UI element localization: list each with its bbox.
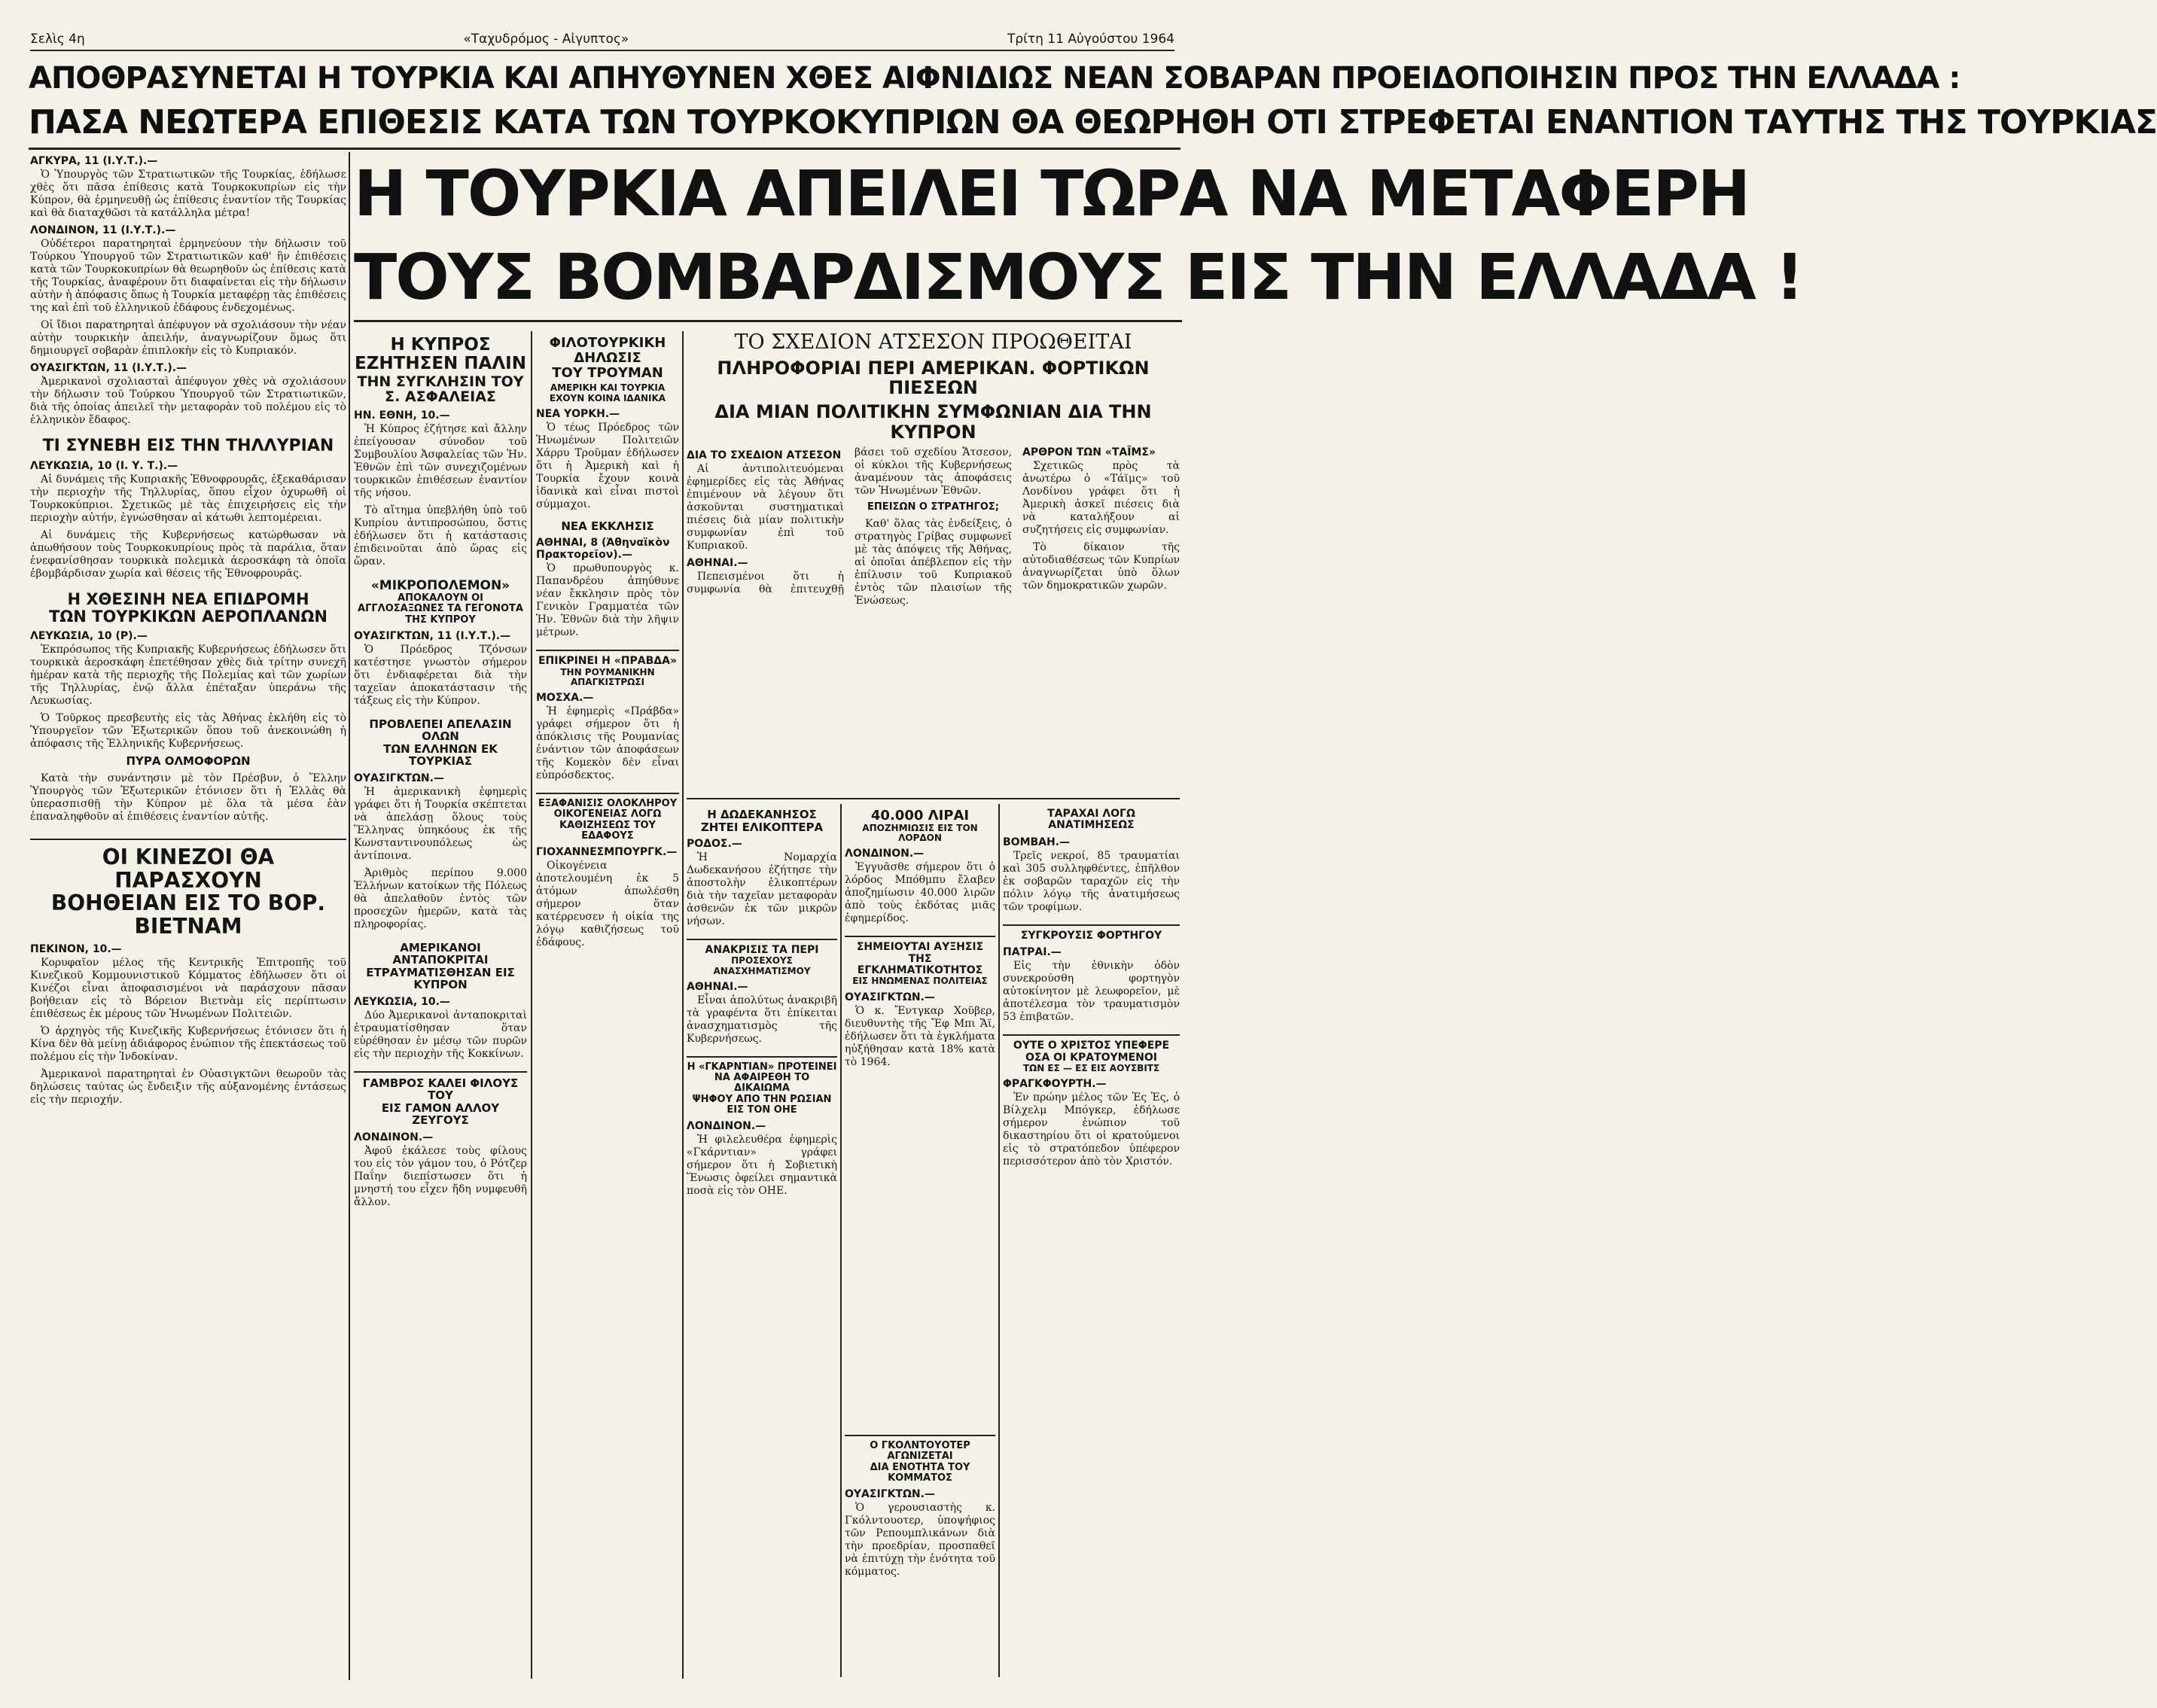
acheson-article xyxy=(687,331,1180,794)
headline-line: Η ΚΥΠΡΟΣ ΕΖΗΤΗΣΕΝ ΠΑΛΙΝ xyxy=(355,335,526,374)
banner-rule xyxy=(29,148,1181,150)
headline-line: ΤΩΝ ΕΛΛΗΝΩΝ ΕΚ ΤΟΥΡΚΙΑΣ xyxy=(383,741,498,769)
section-headline: ΤΑΡΑΧΑΙ ΛΟΓΩ ΑΝΑΤΙΜΗΣΕΩΣ xyxy=(1047,808,1135,832)
article-paragraph: Ὁ κ. Ἔντγκαρ Χοῦβερ, διευθυντὴς τῆς Ἔφ Μπι Ἄϊ, ἐδήλωσεν ὅτι τὰ ἐγκλήματα ηὐξήθησαν κατὰ 18% κατὰ τὸ 1964. xyxy=(845,1004,995,1068)
headline-line: ΔΙΑ ΕΝΟΤΗΤΑ ΤΟΥ ΚΟΜΜΑΤΟΣ xyxy=(870,1461,970,1484)
headline-line: ΤΟΥ ΤΡΟΥΜΑΝ xyxy=(552,364,663,381)
dateline: ΛΟΝΔΙΝΟΝ, 11 (Ι.Υ.Τ.).— xyxy=(30,224,176,236)
article-paragraph: Ἡ ἀμερικανικὴ ἐφημερὶς γράφει ὅτι ἡ Τουρκία σκέπτεται νὰ ἀπελάσῃ ὅλους τοὺς Ἕλληνας ὑπηκόους ἐκ τῆς Κωνσταντινουπόλεως ὡς ἀντίποινα. xyxy=(354,785,527,862)
dateline: ΛΕΥΚΩΣΙΑ, 10.— xyxy=(354,995,450,1008)
article-paragraph: Ἀμερικανοὶ παρατηρηταὶ ἐν Οὐασιγκτῶνι θεωροῦν τὰς δηλώσεις ταύτας ὡς ἔνδειξιν τῆς αὐξανομένης ἐντάσεως εἰς τὴν περιοχήν. xyxy=(30,1068,346,1107)
article-paragraph: Αἱ δυνάμεις τῆς Κυπριακῆς Ἐθνοφρουρᾶς, ἐξεκαθάρισαν τὴν περιοχὴν τῆς Τηλλυρίας, ὅπου εἶχον ὀχυρωθῆ οἱ Τουρκοκύπριοι. Σχετικῶς μὲ τὰς ἐπιχειρήσεις εἰς τὴν περιοχὴν αὐτήν, ἐγνώσθησαν αἱ κάτωθι λεπτομέρειαι. xyxy=(30,473,346,525)
section-headline xyxy=(845,808,995,843)
headline-line: ΤΗΣ ΕΓΚΛΗΜΑΤΙΚΟΤΗΤΟΣ xyxy=(857,952,983,976)
dateline: ΑΘΗΝΑΙ.— xyxy=(687,980,748,993)
article-paragraph: Ὁ γερουσιαστὴς κ. Γκόλντουοτερ, ὑποψήφιος τῶν Ρεπουμπλικάνων διὰ τὴν προεδρίαν, προσπαθεῖ νὰ ἐπιτύχῃ τὴν ἑνότητα τοῦ κόμματος. xyxy=(845,1502,995,1579)
section-headline xyxy=(536,793,679,842)
section-rule xyxy=(687,798,1180,799)
paper-name: «Ταχυδρόμος - Αἰγυπτος» xyxy=(463,32,629,47)
dateline: ΜΟΣΧΑ.— xyxy=(536,692,594,705)
section-headline: ΠΛΗΡΟΦΟΡΙΑΙ ΠΕΡΙ ΑΜΕΡΙΚΑΝ. ΦΟΡΤΙΚΩΝ ΠΙΕΣΕΩΝ xyxy=(717,357,1150,399)
article-paragraph: Ὁ τέως Πρόεδρος τῶν Ἡνωμένων Πολιτειῶν Χάρρυ Τροῦμαν ἐδήλωσεν ὅτι ἡ Ἀμερικὴ καὶ ἡ Τουρκία ἔχουν κοινὰ ἰδανικὰ καὶ εἶναι πιστοὶ σύμμαχοι. xyxy=(536,421,679,510)
headline-line: ΤΩΝ ΕΣ — ΕΣ ΕΙΣ ΑΟΥΣΒΙΤΣ xyxy=(1022,1062,1160,1073)
headline-line: «ΜΙΚΡΟΠΟΛΕΜΟΝ» xyxy=(370,578,510,594)
issue-date: Τρίτη 11 Αὐγούστου 1964 xyxy=(1007,32,1174,47)
headline-line: ΤΩΝ ΤΟΥΡΚΙΚΩΝ ΑΕΡΟΠΛΑΝΩΝ xyxy=(49,607,328,626)
section-headline xyxy=(687,808,837,833)
article-paragraph: Εἶναι ἀπολύτως ἀνακριβῆ τὰ γραφέντα ὅτι ἐπίκειται ἀνασχηματισμὸς τῆς Κυβερνήσεως. xyxy=(687,994,837,1045)
section-headline xyxy=(30,839,346,939)
article-paragraph: Εἰς τὴν ἐθνικὴν ὁδὸν συνεκρούσθη φορτηγὸν αὐτοκίνητον μὲ λεωφορεῖον, μὲ ἀποτέλεσμα τὸν τραυματισμὸν 53 ἐπιβατῶν. xyxy=(1003,960,1180,1024)
headline-line: ΖΗΤΕΙ ΕΛΙΚΟΠΤΕΡΑ xyxy=(700,820,824,834)
subheadline: ΝΕΑ ΕΚΚΛΗΣΙΣ xyxy=(561,519,654,533)
article-paragraph: Δύο Ἀμερικανοὶ ἀνταποκριταὶ ἐτραυματίσθησαν ὅταν εὑρέθησαν ἐν μέσῳ τῶν πυρῶν εἰς τὴν περιοχὴν τῆς Κοκκίνων. xyxy=(354,1009,527,1060)
section-headline xyxy=(687,939,837,976)
dateline: ΟΥΑΣΙΓΚΤΩΝ.— xyxy=(845,991,935,1003)
dateline: ΡΟΔΟΣ.— xyxy=(687,838,742,850)
dateline: ΛΕΥΚΩΣΙΑ, 10 (Ι. Υ. Τ.).— xyxy=(30,460,178,473)
column-rule xyxy=(349,152,350,1680)
dateline: ΒΟΜΒΑΗ.— xyxy=(1003,836,1071,848)
banner-headline-2: ΠΑΣΑ ΝΕΩΤΕΡΑ ΕΠΙΘΕΣΙΣ ΚΑΤΑ ΤΩΝ ΤΟΥΡΚΟΚΥΠΡΙΩΝ ΘΑ ΘΕΩΡΗΘΗ ΟΤΙ ΣΤΡΕΦΕΤΑΙ ΕΝΑΝΤΙΟΝ ΤΑΥΤΗΣ ΤΗΣ ΤΟΥΡΚΙΑΣ xyxy=(29,103,2157,142)
column-rule xyxy=(682,331,684,1679)
dateline: ΝΕΑ ΥΟΡΚΗ.— xyxy=(536,407,620,420)
left-column xyxy=(30,152,346,1680)
section-headline xyxy=(30,591,346,626)
dateline: ΛΟΝΔΙΝΟΝ.— xyxy=(354,1131,434,1143)
dateline: ΑΘΗΝΑΙ, 8 (Ἀθηναϊκὸν Πρακτορεῖον).— xyxy=(536,537,670,562)
article-paragraph: Τὸ αἴτημα ὑπεβλήθη ὑπὸ τοῦ Κυπρίου ἀντιπροσώπου, ὅστις ἐδήλωσεν ὅτι ἡ κατάστασις ἐπιδεινοῦται ἀπὸ ὥρας εἰς ὥραν. xyxy=(354,504,527,568)
headline-line: ΑΜΕΡΙΚΗ ΚΑΙ ΤΟΥΡΚΙΑ ΕΧΟΥΝ ΚΟΙΝΑ ΙΔΑΝΙΚΑ xyxy=(549,382,666,403)
dateline: ΑΓΚΥΡΑ, 11 (Ι.Υ.Τ.).— xyxy=(30,155,158,167)
section-headline xyxy=(845,1435,995,1484)
article-paragraph: Ἀφοῦ ἐκάλεσε τοὺς φίλους του εἰς τὸν γάμον του, ὁ Ρότζερ Παΐην διεπίστωσεν ὅτι ἡ μνηστή του εἶχεν ἤδη νυμφευθῆ ἄλλον. xyxy=(354,1144,527,1208)
headline-line: ΠΡΟΒΛΕΠΕΙ ΑΠΕΛΑΣΙΝ ΟΛΩΝ xyxy=(369,717,512,744)
headline-line: ΑΜΕΡΙΚΑΝΟΙ ΑΝΤΑΠΟΚΡΙΤΑΙ xyxy=(392,940,489,967)
subheadline: ΠΥΡΑ ΟΛΜΟΦΟΡΩΝ xyxy=(126,754,251,769)
goldwater-article xyxy=(845,1430,995,1671)
headline-line: ΣΗΜΕΙΟΥΤΑΙ ΑΥΞΗΣΙΣ xyxy=(856,941,984,954)
headline-line: ΠΡΟΣΕΧΟΥΣ ΑΝΑΣΧΗΜΑΤΙΣΜΟΥ xyxy=(713,955,811,976)
section-headline xyxy=(845,936,995,986)
section-headline xyxy=(536,650,679,687)
dateline: ΛΟΝΔΙΝΟΝ.— xyxy=(687,1120,766,1133)
running-header xyxy=(30,29,1174,51)
article-paragraph: Ἡ ἐφημερὶς «Πράβδα» γράφει σήμερον ὅτι ἡ ἀπόκλισις τῆς Ρουμανίας ἐνάντιον τῶν ἀποφάσεων τῆς Κομεκὸν δὲν εἶναι εὐπρόσδεκτος. xyxy=(536,705,679,782)
dateline: ΛΕΥΚΩΣΙΑ, 10 (Ρ).— xyxy=(30,630,148,643)
headline-line: ΟΙ ΚΙΝΕΖΟΙ ΘΑ ΠΑΡΑΣΧΟΥΝ xyxy=(102,844,275,893)
banner-headline-1: ΑΠΟΘΡΑΣΥΝΕΤΑΙ Η ΤΟΥΡΚΙΑ ΚΑΙ ΑΠΗΥΘΥΝΕΝ ΧΘΕΣ ΑΙΦΝΙΔΙΩΣ ΝΕΑΝ ΣΟΒΑΡΑΝ ΠΡΟΕΙΔΟΠΟΙΗΣΙΝ ΠΡΟΣ ΤΗΝ ΕΛΛΑΔΑ : xyxy=(29,61,1960,96)
main-headline-rule xyxy=(354,320,1182,322)
subheadline: ΕΠΕΙΣΩΝ Ο ΣΤΡΑΤΗΓΟΣ; xyxy=(867,501,999,513)
section-headline: ΤΙ ΣΥΝΕΒΗ ΕΙΣ ΤΗΝ ΤΗΛΛΥΡΙΑΝ xyxy=(42,437,334,455)
article-paragraph: Αἱ δυνάμεις τῆς Κυβερνήσεως κατώρθωσαν νὰ ἀπωθήσουν τοὺς Τουρκοκυπρίους πρὸς τὰ παράλια, ὅταν ἐνεφανίσθησαν τουρκικὰ πολεμικὰ ἀεροσκάφη τὰ ὁποῖα ἐβομβάρδισαν χωρία καὶ θέσεις τῆς Ἐθνοφρουρᾶς. xyxy=(30,529,346,580)
headline-line: ΤΗΝ ΣΥΓΚΛΗΣΙΝ ΤΟΥ Σ. ΑΣΦΑΛΕΙΑΣ xyxy=(357,373,524,406)
article-paragraph: Ὁ Τοῦρκος πρεσβευτὴς εἰς τὰς Ἀθήνας ἐκλήθη εἰς τὸ Ὑπουργεῖον τῶν Ἐξωτερικῶν ὅπου τοῦ ἀνεκοινώθη ἡ ἀπόφασις τῆς Ἑλληνικῆς Κυβερνήσεως. xyxy=(30,712,346,750)
headline-line: ΚΑΘΙΖΗΣΕΩΣ ΤΟΥ ΕΔΑΦΟΥΣ xyxy=(559,819,656,842)
headline-line: Ο ΓΚΟΛΝΤΟΥΟΤΕΡ ΑΓΩΝΙΖΕΤΑΙ xyxy=(870,1440,970,1463)
article-paragraph: Ὁ Ὑπουργὸς τῶν Στρατιωτικῶν τῆς Τουρκίας, ἐδήλωσε χθὲς ὅτι πᾶσα ἐπίθεσις κατὰ Τουρκοκυπρίων εἰς τὴν Κύπρον, θὰ ἑρμηνευθῇ ὡς ἐπίθεσις ἐναντίον τῆς Τουρκίας καὶ θὰ διαταχθῶσι τὰ κατάλληλα μέτρα! xyxy=(30,169,346,219)
column-rule xyxy=(840,804,842,1677)
dateline: ΟΥΑΣΙΓΚΤΩΝ, 11 (Ι.Υ.Τ.).— xyxy=(354,629,511,642)
article-paragraph: Ἀμερικανοὶ σχολιασταὶ ἀπέφυγον χθὲς νὰ σχολιάσουν τὴν δήλωσιν τοῦ Τούρκου Ὑπουργοῦ τῶν Στρατιωτικῶν, διὰ τῆς ὁποίας ἀπειλεῖ τὴν μεταφορὰν τοῦ πολέμου εἰς τὸ ἑλληνικὸν ἔδαφος. xyxy=(30,376,346,426)
article-paragraph: Ὁ πρωθυπουργὸς κ. Παπανδρέου ἀπηύθυνε νέαν ἔκκλησιν πρὸς τὸν Γενικὸν Γραμματέα τῶν Ἡν. Ἐθνῶν διὰ τὴν λῆψιν μέτρων. xyxy=(536,562,679,639)
headline-line: ΟΙΚΟΓΕΝΕΙΑΣ ΛΟΓΩ xyxy=(553,808,662,821)
headline-line: ΑΠΟΖΗΜΙΩΣΙΣ ΕΙΣ ΤΟΝ ΛΟΡΔΟΝ xyxy=(862,822,978,843)
article-paragraph: Σχετικῶς πρὸς τὰ ἀνωτέρω ὁ «Τάϊμς» τοῦ Λονδίνου γράφει ὅτι ἡ Ἀμερικὴ ἀσκεῖ πιέσεις διὰ νὰ καταλήξουν αἱ συζητήσεις εἰς συμφωνίαν. xyxy=(1022,460,1180,537)
article-paragraph: Αἱ ἀντιπολιτευόμεναι ἐφημερίδες εἰς τὰς Ἀθήνας ἐπιμένουν νὰ λέγουν ὅτι ἀσκοῦνται συστηματικαὶ πιέσεις διὰ μίαν πολιτικὴν συμφωνίαν ἐπὶ τοῦ Κυπριακοῦ. xyxy=(687,463,844,553)
dateline: ΠΑΤΡΑΙ.— xyxy=(1003,946,1062,959)
article-paragraph: Ἡ φιλελευθέρα ἐφημερὶς «Γκάρντιαν» γράφει σήμερον ὅτι ἡ Σοβιετικὴ Ἕνωσις ὀφείλει σημαντικὰ ποσὰ εἰς τὸν ΟΗΕ. xyxy=(687,1134,837,1198)
cyprus-un-column xyxy=(354,331,527,1679)
headline-line: ΟΥΤΕ Ο ΧΡΙΣΤΟΣ ΥΠΕΦΕΡΕ xyxy=(1013,1040,1170,1052)
bombay-column xyxy=(1003,804,1180,1677)
article-paragraph: Πεπεισμένοι ὅτι ἡ συμφωνία θὰ ἐπιτευχθῇ βάσει τοῦ σχεδίου Ἄτσεσον, οἱ κύκλοι τῆς Κυβερνήσεως ἀναμένουν τὰς ἀποφάσεις τῶν Ἡνωμένων Ἐθνῶν. xyxy=(687,446,1012,596)
headline-line: ΓΑΜΒΡΟΣ ΚΑΛΕΙ ΦΙΛΟΥΣ ΤΟΥ xyxy=(362,1076,519,1103)
section-headline xyxy=(687,1056,837,1116)
headline-line: ΝΑ ΑΦΑΙΡΕΘΗ ΤΟ ΔΙΚΑΙΩΜΑ xyxy=(714,1072,810,1095)
headline-line: 40.000 ΛΙΡΑΙ xyxy=(870,808,970,824)
section-headline xyxy=(354,336,527,405)
dateline: ΟΥΑΣΙΓΚΤΩΝ.— xyxy=(845,1488,935,1501)
dateline: ΠΕΚΙΝΟΝ, 10.— xyxy=(30,943,122,956)
article-paragraph: Ἐκπρόσωπος τῆς Κυπριακῆς Κυβερνήσεως ἐδήλωσεν ὅτι τουρκικὰ ἀεροσκάφη ἐπετέθησαν χθὲς διὰ τρίτην συνεχῆ ἡμέραν κατὰ τῆς περιοχῆς τῆς Πολεμίας καὶ τῶν χωρίων τῆς Τηλλυρίας, ἐνῷ ἄλλα ἐπέταξαν ὑπεράνω τῆς Λευκωσίας. xyxy=(30,644,346,708)
article-body xyxy=(687,446,1180,607)
section-headline xyxy=(354,1071,527,1127)
column-rule xyxy=(998,804,1000,1677)
headline-line: ΕΤΡΑΥΜΑΤΙΣΘΗΣΑΝ ΕΙΣ ΚΥΠΡΟΝ xyxy=(366,965,515,992)
dateline: ΟΥΑΣΙΓΚΤΩΝ.— xyxy=(354,772,444,784)
dateline: ΓΙΟΧΑΝΝΕΣΜΠΟΥΡΓΚ.— xyxy=(536,846,678,859)
article-paragraph: Οὐδέτεροι παρατηρηταὶ ἑρμηνεύουν τὴν δήλωσιν τοῦ Τούρκου Ὑπουργοῦ τῶν Στρατιωτικῶν καθ' ἣν ἐπιθέσεις κατὰ τῶν Τουρκοκυπρίων θὰ θεωρηθοῦν ὡς ἐπίθεσις κατὰ τῆς Τουρκίας, ἀναφέρουν ὅτι διαφαίνεται εἰς τὴν δήλωσιν αὐτὴν ἡ ἀπόφασις ὅπως ἡ Τουρκία μεταφέρῃ τὰς ἐπιθέσεις της καὶ ἐπὶ τοῦ ἑλληνικοῦ ἐδάφους ἐνδεχομένως. xyxy=(30,238,346,314)
article-paragraph: Ἀριθμὸς περίπου 9.000 Ἑλλήνων κατοίκων τῆς Πόλεως θὰ ἀπελαθοῦν ἐντὸς τῶν προσεχῶν ἡμερῶν, κατὰ τὰς πληροφορίας. xyxy=(354,866,527,930)
section-headline xyxy=(536,336,679,403)
headline-line: ΕΞΑΦΑΝΙΣΙΣ ΟΛΟΚΛΗΡΟΥ xyxy=(538,798,678,810)
headline-line: ΨΗΦΟΥ ΑΠΟ ΤΗΝ ΡΩΣΙΑΝ xyxy=(692,1093,832,1105)
headline-line: ΑΝΑΚΡΙΣΙΣ ΤΑ ΠΕΡΙ xyxy=(705,944,819,956)
article-paragraph: Ἐν πρώην μέλος τῶν Ἐς Ἐς, ὁ Βίλχελμ Μπόγκερ, ἐδήλωσε σήμερον ἐνώπιον τοῦ δικαστηρίου ὅτι οἱ κρατούμενοι εἰς τὸ στρατόπεδον ὑπέφερον περισσότερον ἀπὸ τὸν Χριστόν. xyxy=(1003,1091,1180,1168)
article-paragraph: Ἡ Νομαρχία Δωδεκανήσου ἐζήτησε τὴν ἀποστολὴν ἑλικοπτέρων διὰ τὴν ταχεῖαν μεταφορὰν ἀσθενῶν ἐκ τῶν μικρῶν νήσων. xyxy=(687,851,837,927)
dateline: ΗΝ. ΕΘΝΗ, 10.— xyxy=(354,409,450,422)
headline-line: Η ΔΩΔΕΚΑΝΗΣΟΣ xyxy=(707,808,817,821)
main-headline-2: ΤΟΥΣ ΒΟΜΒΑΡΔΙΣΜΟΥΣ ΕΙΣ ΤΗΝ ΕΛΛΑΔΑ ! xyxy=(354,240,1803,314)
section-headline xyxy=(354,579,527,626)
headline-line: ΒΟΗΘΕΙΑΝ ΕΙΣ ΤΟ ΒΟΡ. ΒΙΕΤΝΑΜ xyxy=(50,891,326,939)
truman-column xyxy=(536,331,679,1679)
dateline: ΦΡΑΓΚΦΟΥΡΤΗ.— xyxy=(1003,1078,1107,1091)
article-paragraph: Ἡ Κύπρος ἐζήτησε καὶ ἄλλην ἐπείγουσαν σύνοδον τοῦ Συμβουλίου Ἀσφαλείας τῶν Ἡν. Ἐθνῶν ἐπὶ τῶν συνεχιζομένων τουρκικῶν ἐπιθέσεων ἐναντίον τῆς νήσου. xyxy=(354,423,527,500)
main-headline-1: Η ΤΟΥΡΚΙΑ ΑΠΕΙΛΕΙ ΤΩΡΑ ΝΑ ΜΕΤΑΦΕΡΗ xyxy=(354,157,1750,230)
dodecanese-column xyxy=(687,804,837,1677)
headline-line: ΔΗΛΩΣΙΣ xyxy=(574,349,641,366)
column-rule xyxy=(531,331,532,1679)
headline-line: ΕΙΣ ΗΝΩΜΕΝΑΣ ΠΟΛΙΤΕΙΑΣ xyxy=(852,976,988,987)
section-headline xyxy=(1003,1034,1180,1073)
dateline: ΛΟΝΔΙΝΟΝ.— xyxy=(845,848,925,860)
headline-line: ΕΠΙΚΡΙΝΕΙ Η «ΠΡΑΒΔΑ» xyxy=(538,655,677,668)
headline-line: Η «ΓΚΑΡΝΤΙΑΝ» ΠΡΟΤΕΙΝΕΙ xyxy=(687,1061,837,1073)
section-headline: ΤΟ ΣΧΕΔΙΟΝ ΑΤΣΕΣΟΝ ΠΡΟΩΘΕΙΤΑΙ xyxy=(734,330,1132,354)
article-paragraph: Κορυφαῖον μέλος τῆς Κεντρικῆς Ἐπιτροπῆς τοῦ Κινεζικοῦ Κομμουνιστικοῦ Κόμματος ἐδήλωσεν ὅτι οἱ Κινέζοι εἶναι ἀποφασισμένοι νὰ παράσχουν πᾶσαν βοήθειαν εἰς τὸ Βόρειον Βιετνὰμ εἰς περίπτωσιν ἐπιθέσεως ἐκ μέρους τῶν Ἡνωμένων Πολιτειῶν. xyxy=(30,957,346,1021)
section-headline: ΔΙΑ ΜΙΑΝ ΠΟΛΙΤΙΚΗΝ ΣΥΜΦΩΝΙΑΝ ΔΙΑ ΤΗΝ ΚΥΠΡΟΝ xyxy=(714,401,1152,443)
article-paragraph: Οἱ ἴδιοι παρατηρηταὶ ἀπέφυγον νὰ σχολιάσουν τὴν νέαν αὐτὴν τουρκικὴν ἀπειλήν, ἀναγνωρίζουν ὅμως ὅτι δημιουργεῖ σοβαρὰν ἐπιπλοκὴν εἰς τὸ Κυπριακόν. xyxy=(30,319,346,357)
headline-line: ΤΗΝ ΡΟΥΜΑΝΙΚΗΝ ΑΠΑΓΚΙΣΤΡΩΣΙ xyxy=(560,666,655,687)
dateline: ΑΘΗΝΑΙ.— xyxy=(687,557,748,570)
headline-line: ΕΙΣ ΓΑΜΟΝ ΑΛΛΟΥ ΖΕΥΓΟΥΣ xyxy=(381,1101,500,1128)
dateline: ΔΙΑ ΤΟ ΣΧΕΔΙΟΝ ΑΤΣΕΣΟΝ xyxy=(687,449,842,462)
article-paragraph: Τρεῖς νεκροί, 85 τραυματίαι καὶ 305 συλληφθέντες, ἐπῆλθον ἐκ σοβαρῶν ταραχῶν εἰς τὴν πόλιν λόγῳ τῆς ἀνατιμήσεως τῶν τροφίμων. xyxy=(1003,849,1180,913)
headline-line: ΕΙΣ ΤΟΝ ΟΗΕ xyxy=(727,1104,797,1116)
section-headline xyxy=(354,718,527,768)
article-paragraph: Οἰκογένεια ἀποτελουμένη ἐκ 5 ἀτόμων ἀπωλέσθη σήμερον ὅταν κατέρρευσεν ἡ οἰκία της λόγῳ καθιζήσεως τοῦ ἐδάφους. xyxy=(536,860,679,949)
dateline: ΟΥΑΣΙΓΚΤΩΝ, 11 (Ι.Υ.Τ.).— xyxy=(30,362,187,374)
section-headline: ΣΥΓΚΡΟΥΣΙΣ ΦΟΡΤΗΓΟΥ xyxy=(1003,924,1180,942)
article-paragraph: Κατὰ τὴν συνάντησιν μὲ τὸν Πρέσβυν, ὁ Ἕλλην Ὑπουργὸς τῶν Ἐξωτερικῶν ἐτόνισεν ὅτι ἡ Ἑλλὰς θὰ ὑπερασπισθῇ τὴν Κύπρον μὲ ὅλα τὰ μέσα ἐὰν ἐπαναληφθοῦν αἱ ἐπιθέσεις ἐναντίον αὐτῆς. xyxy=(30,772,346,823)
article-paragraph: Καθ' ὅλας τὰς ἐνδείξεις, ὁ στρατηγὸς Γρίβας συμφωνεῖ μὲ τὰς ἀπόψεις τῆς Ἀθήνας, αἱ ὁποῖαι ἀπέβλεπον εἰς τὴν ἐπίλυσιν τοῦ Κυπριακοῦ ἐντὸς τῶν πλαισίων τῆς Ἑνώσεως. xyxy=(855,517,1012,607)
dateline: ΑΡΘΡΟΝ ΤΩΝ «ΤΑΪΜΣ» xyxy=(1022,446,1156,459)
article-paragraph: Ὁ ἀρχηγὸς τῆς Κινεζικῆς Κυβερνήσεως ἐτόνισεν ὅτι ἡ Κίνα δὲν θὰ μείνῃ ἀδιάφορος ἐνώπιον τῆς ἐπεκτάσεως τοῦ πολέμου εἰς τὴν Ἰνδοκίναν. xyxy=(30,1025,346,1064)
page-number: Σελὶς 4η xyxy=(30,32,85,47)
article-paragraph: Τὸ δίκαιον τῆς αὐτοδιαθέσεως τῶν Κυπρίων ἀναγνωρίζεται ὑπὸ ὅλων τῶν δημοκρατικῶν χωρῶν. xyxy=(1022,541,1180,592)
headline-line: ΟΣΑ ΟΙ ΚΡΑΤΟΥΜΕΝΟΙ xyxy=(1025,1051,1157,1064)
headline-line: Η ΧΘΕΣΙΝΗ ΝΕΑ ΕΠΙΔΡΟΜΗ xyxy=(67,590,309,609)
headline-line: ΦΙΛΟΤΟΥΡΚΙΚΗ xyxy=(549,335,666,351)
article-paragraph: Ὁ Πρόεδρος Τζόνσων κατέστησε γνωστὸν σήμερον ὅτι ἐνδιαφέρεται διὰ τὴν ταχεῖαν ἀποκατάστασιν τῆς τάξεως εἰς τὴν Κύπρον. xyxy=(354,643,527,707)
article-paragraph: Ἐγγυᾶσθε σήμερον ὅτι ὁ λόρδος Μπόθμπυ ἔλαβεν ἀποζημίωσιν 40.000 λιρῶν ἀπὸ τοὺς ἐκδότας μιᾶς ἐφημερίδος. xyxy=(845,861,995,925)
headline-line: ΑΠΟΚΑΛΟΥΝ ΟΙ ΑΓΓΛΟΣΑΞΩΝΕΣ ΤΑ ΓΕΓΟΝΟΤΑ ΤΗΣ ΚΥΠΡΟΥ xyxy=(358,592,523,626)
section-headline xyxy=(354,942,527,991)
